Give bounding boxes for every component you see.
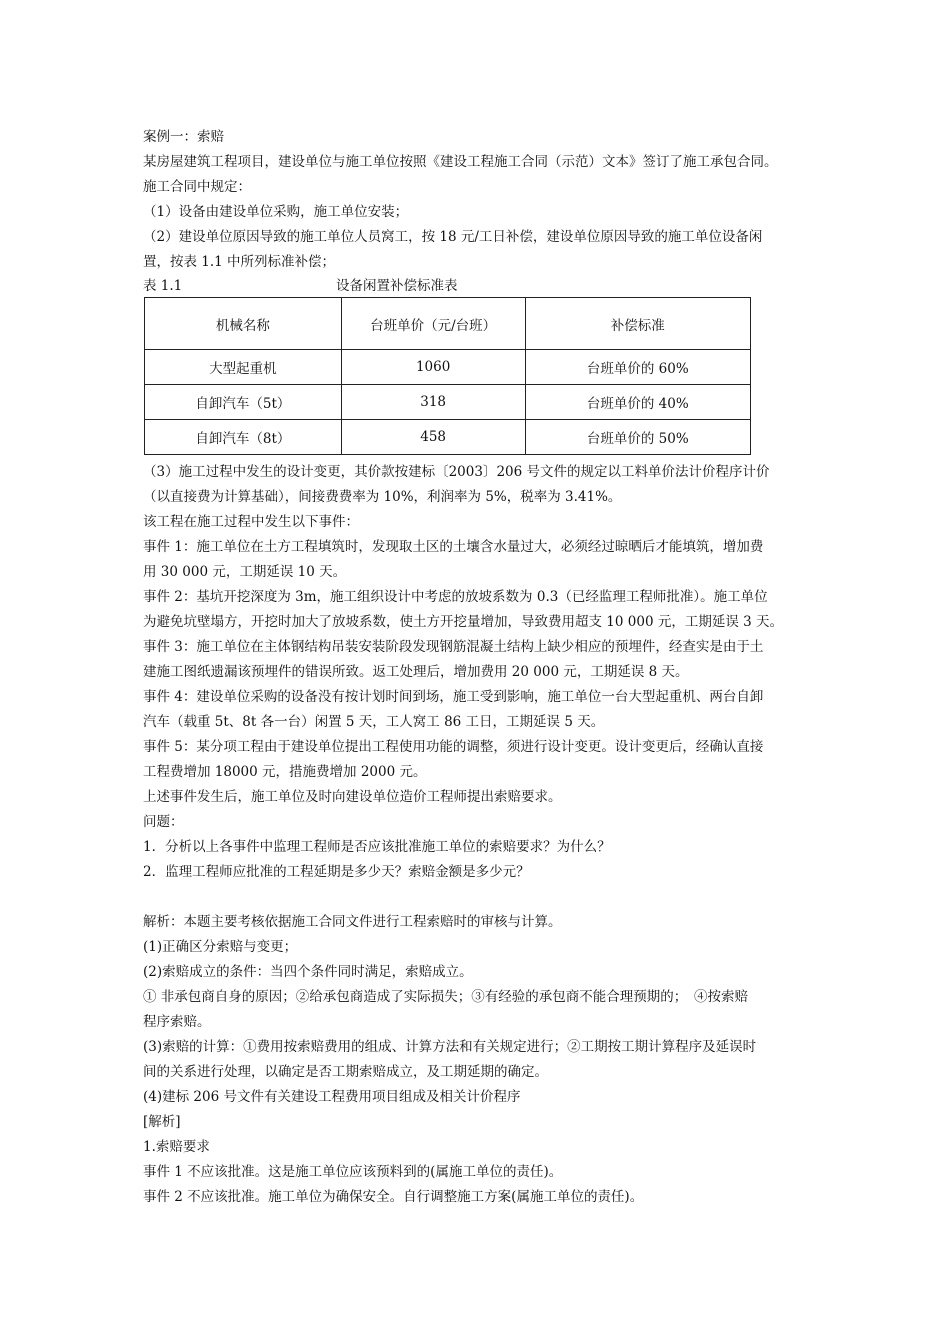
table-header-row xyxy=(145,298,751,350)
text-line: 为避免坑壁塌方，开挖时加大了放坡系数，使土方开挖量增加，导致费用超支 10 000 元，工期延误 3 天。 xyxy=(143,614,783,630)
table-cell: 台班单价的 60% xyxy=(525,350,750,385)
text-line: 1．分析以上各事件中监理工程师是否应该批准施工单位的索赔要求？为什么？ xyxy=(143,839,611,855)
text-line: （3）施工过程中发生的设计变更，其价款按建标〔2003〕206 号文件的规定以工料单价法计价程序计价 xyxy=(143,464,770,480)
text-line: 1.索赔要求 xyxy=(143,1139,210,1155)
table-cell: 318 xyxy=(341,385,525,420)
text-line: 上述事件发生后，施工单位及时向建设单位造价工程师提出索赔要求。 xyxy=(143,789,562,805)
text-line: 事件 4：建设单位采购的设备没有按计划时间到场，施工受到影响，施工单位一台大型起重机、两台自卸 xyxy=(143,689,764,705)
text-line: ① 非承包商自身的原因；②给承包商造成了实际损失；③有经验的承包商不能合理预期的； ④按索赔 xyxy=(143,989,749,1005)
text-line: （以直接费为计算基础），间接费费率为 10%，利润率为 5%，税率为 3.41%。 xyxy=(143,489,622,505)
table-row xyxy=(145,385,751,420)
table-cell: 自卸汽车（8t） xyxy=(145,420,342,455)
text-line: (1)正确区分索赔与变更； xyxy=(143,939,298,955)
text-line: 间的关系进行处理，以确定是否工期索赔成立，及工期延期的确定。 xyxy=(143,1064,548,1080)
text-line: 建施工图纸遗漏该预埋件的错误所致。返工处理后，增加费用 20 000 元，工期延误 8 天。 xyxy=(143,664,689,680)
text-line: (2)索赔成立的条件：当四个条件同时满足，索赔成立。 xyxy=(143,964,473,980)
text-line: 汽车（载重 5t、8t 各一台）闲置 5 天，工人窝工 86 工日，工期延误 5 天。 xyxy=(143,714,605,730)
text-line: [解析] xyxy=(143,1114,181,1130)
table-cell: 台班单价的 50% xyxy=(525,420,750,455)
table-cell: 大型起重机 xyxy=(145,350,342,385)
header-cell: 补偿标准 xyxy=(525,298,750,350)
text-line: 问题： xyxy=(143,814,184,830)
text-line: 该工程在施工过程中发生以下事件： xyxy=(143,514,359,530)
table-label: 表 1.1 xyxy=(143,278,183,294)
table-cell: 自卸汽车（5t） xyxy=(145,385,342,420)
case-title: 案例一：索赔 xyxy=(143,129,224,145)
text-line: 工程费增加 18000 元，措施费增加 2000 元。 xyxy=(143,764,427,780)
contract-clause: （2）建设单位原因导致的施工单位人员窝工，按 18 元/工日补偿，建设单位原因导致的施工单位设备闲 xyxy=(143,229,763,245)
text-line: 事件 2 不应该批准。施工单位为确保安全。自行调整施工方案(属施工单位的责任)。 xyxy=(143,1189,644,1205)
table-row xyxy=(145,350,751,385)
header-cell: 台班单价（元/台班） xyxy=(341,298,525,350)
text-line: 2．监理工程师应批准的工程延期是多少天？索赔金额是多少元？ xyxy=(143,864,530,880)
table-cell: 458 xyxy=(341,420,525,455)
text-line: (3)索赔的计算：①费用按索赔费用的组成、计算方法和有关规定进行；②工期按工期计算程序及延误时 xyxy=(143,1039,757,1055)
paragraph: 施工合同中规定： xyxy=(143,179,251,195)
table-cell: 1060 xyxy=(341,350,525,385)
text-line: 事件 3：施工单位在主体钢结构吊装安装阶段发现钢筋混凝土结构上缺少相应的预埋件，经查实是由于土 xyxy=(143,639,764,655)
text-line: 程序索赔。 xyxy=(143,1014,211,1030)
contract-clause: 置，按表 1.1 中所列标准补偿； xyxy=(143,254,336,270)
text-line: 解析：本题主要考核依据施工合同文件进行工程索赔时的审核与计算。 xyxy=(143,914,562,930)
text-line: 事件 2：基坑开挖深度为 3m，施工组织设计中考虑的放坡系数为 0.3（已经监理工程师批准）。施工单位 xyxy=(143,589,768,605)
text-line: 事件 1：施工单位在土方工程填筑时，发现取土区的土壤含水量过大，必须经过晾晒后才能填筑，增加费 xyxy=(143,539,764,555)
text-line: 事件 1 不应该批准。这是施工单位应该预料到的(属施工单位的责任)。 xyxy=(143,1164,563,1180)
contract-clause: （1）设备由建设单位采购，施工单位安装； xyxy=(143,204,409,220)
table-row xyxy=(145,420,751,455)
table-title: 设备闲置补偿标准表 xyxy=(336,278,458,294)
text-line: (4)建标 206 号文件有关建设工程费用项目组成及相关计价程序 xyxy=(143,1089,521,1105)
equipment-compensation-table xyxy=(144,297,751,455)
text-line: 事件 5：某分项工程由于建设单位提出工程使用功能的调整，须进行设计变更。设计变更后，经确认直接 xyxy=(143,739,764,755)
header-cell: 机械名称 xyxy=(145,298,342,350)
table-cell: 台班单价的 40% xyxy=(525,385,750,420)
paragraph: 某房屋建筑工程项目，建设单位与施工单位按照《建设工程施工合同（示范）文本》签订了施工承包合同。 xyxy=(143,154,778,170)
text-line: 用 30 000 元，工期延误 10 天。 xyxy=(143,564,347,580)
